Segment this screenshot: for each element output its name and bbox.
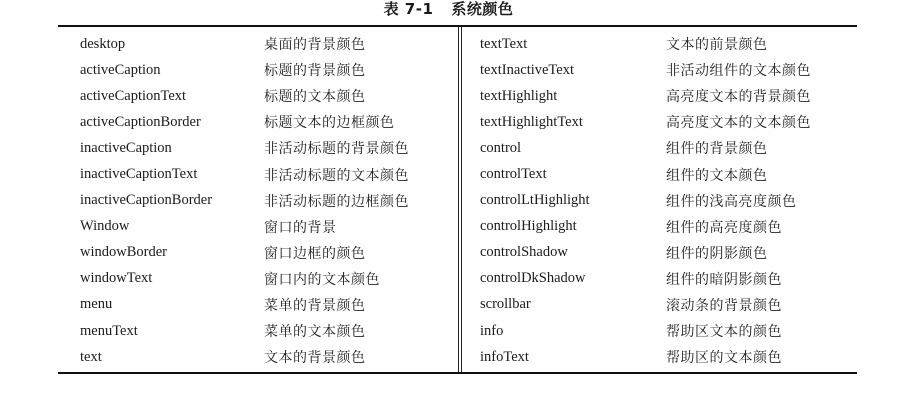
table-row — [80, 318, 458, 344]
table-row — [80, 83, 458, 109]
color-description-cell: 帮助区的文本颜色 — [666, 350, 782, 367]
color-description-cell: 组件的浅高亮度颜色 — [666, 193, 797, 210]
table-row — [80, 188, 458, 214]
color-name-cell: menuText — [80, 322, 138, 339]
table-row — [80, 161, 458, 187]
color-description-cell: 滚动条的背景颜色 — [666, 297, 782, 314]
color-description-cell: 组件的阴影颜色 — [666, 245, 768, 262]
color-name-cell: control — [480, 139, 522, 156]
color-name-cell: text — [80, 348, 102, 365]
color-description-cell: 菜单的背景颜色 — [264, 297, 366, 314]
color-name-cell: controlHighlight — [480, 218, 577, 235]
color-name-cell: menu — [80, 296, 113, 313]
color-description-cell: 窗口边框的颜色 — [264, 245, 366, 262]
table-title: 系统颜色 — [451, 0, 514, 18]
color-description-cell: 文本的前景颜色 — [666, 37, 768, 54]
table-row — [80, 135, 458, 161]
color-name-cell: scrollbar — [480, 296, 531, 313]
table-row — [480, 214, 857, 240]
table-row — [480, 266, 857, 292]
color-name-cell: windowBorder — [80, 244, 167, 261]
color-name-cell: controlLtHighlight — [480, 192, 590, 209]
table-row — [480, 240, 857, 266]
table-row — [480, 109, 857, 135]
color-name-cell: info — [480, 322, 504, 339]
color-description-cell: 非活动标题的边框颜色 — [264, 193, 409, 210]
color-name-cell: textText — [480, 35, 528, 52]
table-row — [80, 344, 458, 370]
table-row — [480, 57, 857, 83]
color-name-cell: controlShadow — [480, 244, 568, 261]
color-name-cell: textHighlight — [480, 87, 558, 104]
color-description-cell: 高亮度文本的背景颜色 — [666, 89, 811, 106]
table-caption — [0, 0, 897, 18]
table-row — [480, 188, 857, 214]
color-description-cell: 桌面的背景颜色 — [264, 37, 366, 54]
color-description-cell: 窗口内的文本颜色 — [264, 271, 380, 288]
table-row — [480, 292, 857, 318]
table-row — [480, 318, 857, 344]
table-row — [80, 266, 458, 292]
color-description-cell: 非活动组件的文本颜色 — [666, 63, 811, 80]
color-name-cell: inactiveCaptionText — [80, 166, 198, 183]
table-row — [80, 109, 458, 135]
color-description-cell: 高亮度文本的文本颜色 — [666, 115, 811, 132]
color-name-cell: infoText — [480, 348, 529, 365]
color-description-cell: 标题的背景颜色 — [264, 63, 366, 80]
color-name-cell: desktop — [80, 35, 126, 52]
color-name-cell: controlText — [480, 166, 547, 183]
color-name-cell: activeCaptionText — [80, 87, 187, 104]
table-row — [480, 83, 857, 109]
color-name-cell: activeCaption — [80, 61, 161, 78]
left-column — [80, 31, 458, 370]
color-description-cell: 组件的暗阴影颜色 — [666, 271, 782, 288]
table-row — [80, 31, 458, 57]
table-row — [80, 57, 458, 83]
right-column — [480, 31, 857, 370]
color-description-cell: 组件的高亮度颜色 — [666, 219, 782, 236]
table-row — [480, 344, 857, 370]
table-row — [480, 161, 857, 187]
color-description-cell: 文本的背景颜色 — [264, 350, 366, 367]
color-name-cell: Window — [80, 218, 130, 235]
color-name-cell: textHighlightText — [480, 113, 583, 130]
table-row — [480, 31, 857, 57]
table-row — [80, 214, 458, 240]
table-bottom-rule — [58, 372, 857, 374]
color-description-cell: 菜单的文本颜色 — [264, 324, 366, 341]
table-row — [80, 292, 458, 318]
table-row — [80, 240, 458, 266]
color-name-cell: inactiveCaptionBorder — [80, 192, 213, 209]
color-name-cell: windowText — [80, 270, 153, 287]
table-column-divider — [458, 27, 462, 372]
color-description-cell: 标题文本的边框颜色 — [264, 115, 395, 132]
color-name-cell: inactiveCaption — [80, 139, 172, 156]
system-colors-table — [58, 25, 857, 375]
color-name-cell: controlDkShadow — [480, 270, 586, 287]
color-description-cell: 帮助区文本的颜色 — [666, 324, 782, 341]
color-description-cell: 组件的文本颜色 — [666, 167, 768, 184]
table-number: 表 7-1 — [383, 0, 434, 18]
color-description-cell: 非活动标题的文本颜色 — [264, 167, 409, 184]
color-name-cell: activeCaptionBorder — [80, 113, 201, 130]
color-name-cell: textInactiveText — [480, 61, 574, 78]
color-description-cell: 窗口的背景 — [264, 219, 337, 236]
color-description-cell: 非活动标题的背景颜色 — [264, 141, 409, 158]
table-row — [480, 135, 857, 161]
color-description-cell: 组件的背景颜色 — [666, 141, 768, 158]
color-description-cell: 标题的文本颜色 — [264, 89, 366, 106]
